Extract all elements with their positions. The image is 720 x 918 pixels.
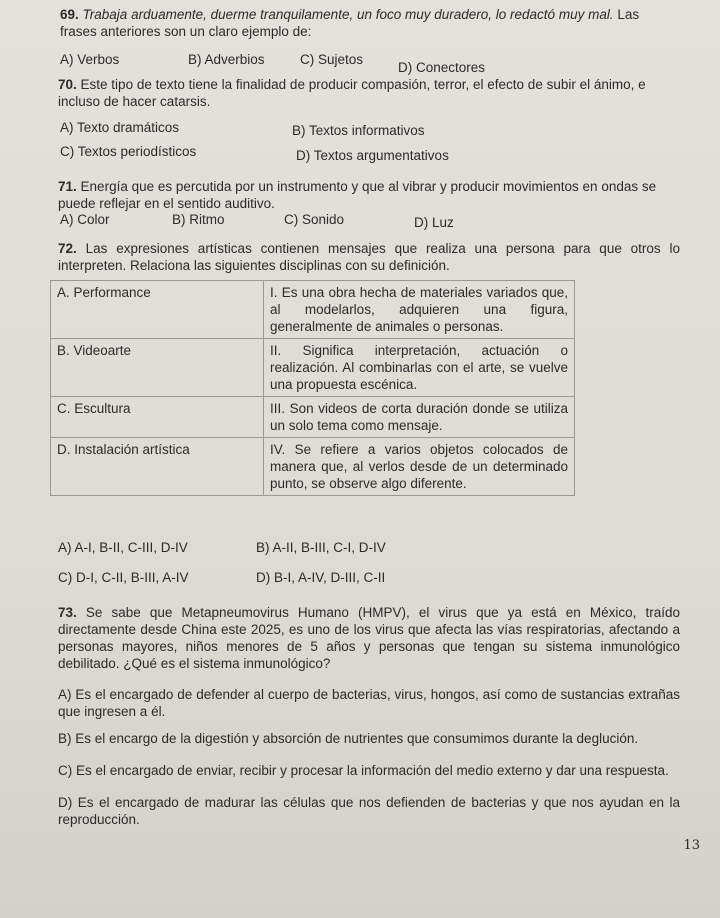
option-d: D) Textos argumentativos: [296, 148, 449, 163]
question-number: 73.: [58, 605, 77, 620]
question-69-italic-text: Trabaja arduamente, duerme tranquilamente, un foco muy duradero, lo redactó muy mal.: [82, 7, 614, 22]
option-d: D) Conectores: [398, 60, 486, 75]
question-72-text: Las expresiones artísticas contienen mensajes que realiza una persona para que otros lo interpreten. Relaciona las siguientes disciplinas con su definición.: [58, 241, 680, 273]
option-c: C) D-I, C-II, B-III, A-IV: [58, 570, 189, 585]
option-c: C) Sonido: [284, 212, 345, 227]
option-d: D) Luz: [414, 215, 454, 230]
table-cell-definition: IV. Se refiere a varios objetos colocados de manera que, al verlos desde de un determinado punto, se observe algo diferente.: [264, 438, 575, 496]
question-69-text: Las frases anteriores son un claro ejemplo de:: [60, 7, 640, 39]
question-73-text: Se sabe que Metapneumovirus Humano (HMPV), el virus que ya está en México, traído directamente desde China este 2025, es uno de los virus que afecta las vías respiratorias, afectando a personas mayores, niños menores de 5 años y personas que tengan su sistema inmunológico debilitado. ¿Qué es el sistema inmunológico?: [58, 605, 680, 671]
table-cell-discipline: A. Performance: [51, 281, 264, 339]
table-cell-definition: II. Significa interpretación, actuación o realización. Al combinarlas con el arte, se vuelve una propuesta escénica.: [264, 339, 575, 397]
table-cell-definition: I. Es una obra hecha de materiales variados que, al modelarlos, adquieren una figura, generalmente de animales o personas.: [264, 281, 575, 339]
option-a: A) Verbos: [60, 52, 120, 67]
question-70: [58, 76, 680, 110]
table-row: [51, 281, 575, 339]
option-b: B) Textos informativos: [292, 123, 425, 138]
page-number: 13: [683, 838, 700, 853]
question-number: 71.: [58, 179, 77, 194]
matching-table: [50, 280, 575, 496]
table-row: [51, 397, 575, 438]
option-b: B) Adverbios: [188, 52, 265, 67]
option-b: B) Ritmo: [172, 212, 225, 227]
option-b: B) A-II, B-III, C-I, D-IV: [256, 540, 386, 555]
question-73: [58, 604, 680, 672]
question-69: [60, 6, 678, 40]
question-number: 72.: [58, 241, 77, 256]
table-cell-discipline: C. Escultura: [51, 397, 264, 438]
question-number: 69.: [60, 7, 79, 22]
question-72: [58, 240, 680, 274]
question-70-text: Este tipo de texto tiene la finalidad de producir compasión, terror, el efecto de subir el ánimo, e incluso de hacer catarsis.: [58, 77, 646, 109]
option-a: A) Es el encargado de defender al cuerpo de bacterias, virus, hongos, así como de sustancias extrañas que ingresen a él.: [58, 687, 680, 719]
option-d: D) Es el encargado de madurar las células que nos defienden de bacterias y que nos ayudan en la reproducción.: [58, 795, 680, 827]
question-71-text: Energía que es percutida por un instrumento y que al vibrar y producir movimientos en ondas se puede reflejar en el sentido auditivo.: [58, 179, 657, 211]
table-cell-discipline: D. Instalación artística: [51, 438, 264, 496]
question-71: [58, 178, 680, 212]
option-b: B) Es el encargo de la digestión y absorción de nutrientes que consumimos durante la deglución.: [58, 731, 639, 746]
option-d: D) B-I, A-IV, D-III, C-II: [256, 570, 386, 585]
option-a: A) A-I, B-II, C-III, D-IV: [58, 540, 188, 555]
table-cell-discipline: B. Videoarte: [51, 339, 264, 397]
option-c: C) Sujetos: [300, 52, 364, 67]
option-c: C) Textos periodísticos: [60, 144, 197, 159]
table-row: [51, 438, 575, 496]
question-number: 70.: [58, 77, 77, 92]
table-cell-definition: III. Son videos de corta duración donde se utiliza un solo tema como mensaje.: [264, 397, 575, 438]
option-a: A) Color: [60, 212, 110, 227]
option-a: A) Texto dramáticos: [60, 120, 180, 135]
option-c: C) Es el encargado de enviar, recibir y procesar la información del medio externo y dar una respuesta.: [58, 763, 669, 778]
table-row: [51, 339, 575, 397]
